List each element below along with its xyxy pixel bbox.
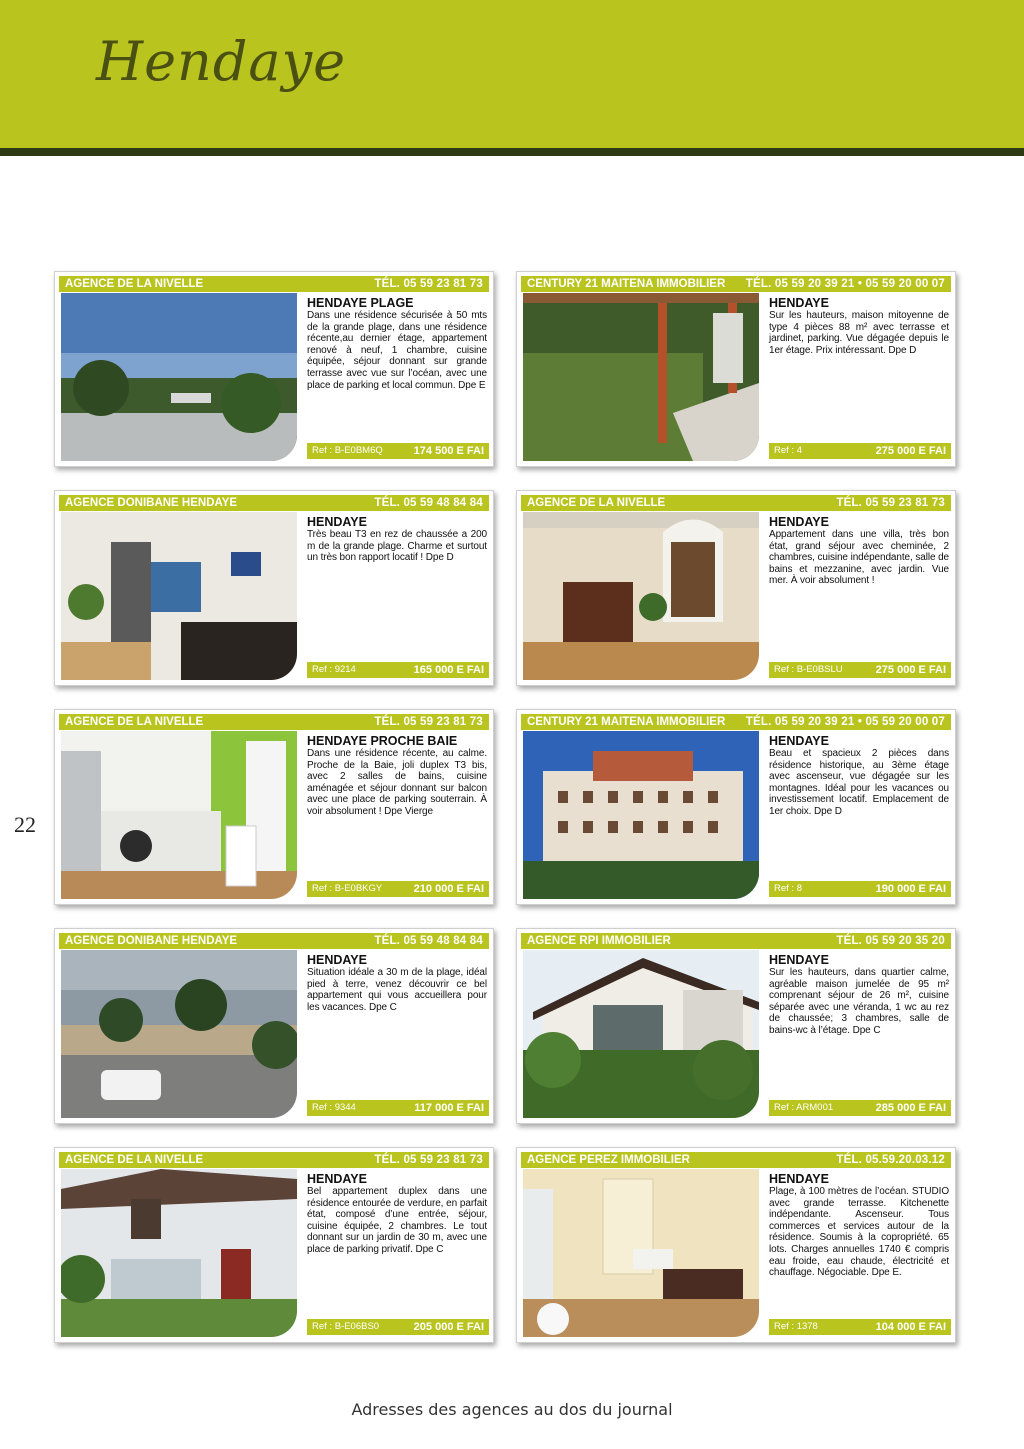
agency-name: AGENCE DE LA NIVELLE — [527, 497, 666, 509]
agency-bar — [59, 1152, 489, 1168]
garden-terrace-photo — [523, 293, 759, 461]
agency-bar — [521, 276, 951, 292]
agency-name: AGENCE DONIBANE HENDAYE — [65, 935, 238, 947]
listing-ref: Ref : 9344 — [312, 1102, 356, 1113]
listing-ref: Ref : 4 — [774, 445, 802, 456]
listing-description: Très beau T3 en rez de chaussée a 200 m de la grande plage. Charme et surtout un très bon rapport locatif ! Dpe D — [307, 529, 487, 564]
listing-card[interactable] — [516, 271, 956, 467]
agency-name: AGENCE DE LA NIVELLE — [65, 716, 204, 728]
ref-price-bar — [769, 662, 951, 678]
header-stripe — [0, 148, 1024, 156]
ref-price-bar — [769, 881, 951, 897]
listing-description: Beau et spacieux 2 pièces dans résidence historique, au 3ème étage avec ascenseur, vue dégagée sur les montagnes. Idéal pour les vacances ou investissement locatif. Emplacement de 1er choix. Dpe D — [769, 748, 949, 817]
agency-phone: TÉL. 05 59 48 84 84 — [374, 497, 483, 509]
living-room-photo — [61, 512, 297, 680]
agency-phone: TÉL. 05.59.20.03.12 — [836, 1154, 945, 1166]
listing-description: Appartement dans une villa, très bon état, grand séjour avec cheminée, 2 chambres, cuisine indépendante, salle de bains et mezzanine, avec jardin. Vue mer. À voir absolument ! — [769, 529, 950, 587]
listing-city: HENDAYE — [769, 1172, 829, 1186]
ref-price-bar — [769, 1100, 951, 1116]
listing-price: 117 000 E FAI — [414, 1102, 484, 1114]
agency-name: AGENCE PEREZ IMMOBILIER — [527, 1154, 690, 1166]
listing-city: HENDAYE — [769, 515, 829, 529]
listing-city: HENDAYE — [307, 953, 367, 967]
agency-phone: TÉL. 05 59 48 84 84 — [374, 935, 483, 947]
ref-price-bar — [307, 662, 489, 678]
listing-description: Sur les hauteurs, maison mitoyenne de type 4 pièces 88 m² avec terrasse et jardinet, parking. Vue dégagée depuis le 1er étage. Prix intéressant. Dpe D — [769, 310, 949, 356]
agency-name: CENTURY 21 MAITENA IMMOBILIER — [527, 716, 726, 728]
listing-ref: Ref : B-E0BM6Q — [312, 445, 383, 456]
listing-ref: Ref : B-E06BS0 — [312, 1321, 380, 1332]
listing-city: HENDAYE PLAGE — [307, 296, 414, 310]
agency-name: CENTURY 21 MAITENA IMMOBILIER — [527, 278, 726, 290]
listing-ref: Ref : 9214 — [312, 664, 356, 675]
listing-ref: Ref : B-E0BKGY — [312, 883, 383, 894]
listing-price: 275 000 E FAI — [875, 445, 946, 457]
listing-description: Dans une résidence récente, au calme. Proche de la Baie, joli duplex T3 bis, avec 2 salles de bains, cuisine aménagée et séjour donnant sur balcon avec une place de parking souterrain. À voir absolument ! Dpe Vierge — [307, 748, 487, 817]
page-title: Hendaye — [96, 30, 347, 93]
agency-bar — [59, 276, 489, 292]
agency-phone: TÉL. 05 59 23 81 73 — [836, 497, 945, 509]
agency-bar — [521, 495, 951, 511]
listing-description: Dans une résidence sécurisée à 50 mts de la grande plage, dans une résidence récente,au dernier étage, appartement renové à neuf, 1 chambre, cuisine équipée, séjour donnant sur grande terrasse avec vue sur l’océan, avec une place de parking et local commun. Dpe E — [307, 310, 487, 391]
house-veranda-photo — [523, 950, 759, 1118]
listing-price: 165 000 E FAI — [413, 664, 484, 676]
kitchen-photo — [61, 731, 297, 899]
listing-city: HENDAYE — [769, 734, 829, 748]
listing-card[interactable] — [54, 709, 494, 905]
page-number: 22 — [14, 812, 36, 837]
listing-ref: Ref : 1378 — [774, 1321, 818, 1332]
listing-price: 275 000 E FAI — [875, 664, 946, 676]
listing-city: HENDAYE PROCHE BAIE — [307, 734, 458, 748]
listing-city: HENDAYE — [769, 296, 829, 310]
listing-city: HENDAYE — [307, 1172, 367, 1186]
agency-phone: TÉL. 05 59 20 39 21 • 05 59 20 00 07 — [745, 716, 945, 728]
ref-price-bar — [307, 443, 489, 459]
listing-price: 174 500 E FAI — [413, 445, 484, 457]
agency-name: AGENCE DONIBANE HENDAYE — [65, 497, 238, 509]
listing-card[interactable] — [54, 271, 494, 467]
agency-name: AGENCE RPI IMMOBILIER — [527, 935, 671, 947]
listing-price: 104 000 E FAI — [875, 1321, 946, 1333]
listing-card[interactable] — [516, 490, 956, 686]
ref-price-bar — [307, 1100, 489, 1116]
ocean-view-parking-photo — [61, 293, 297, 461]
agency-phone: TÉL. 05 59 23 81 73 — [374, 1154, 483, 1166]
listing-ref: Ref : ARM001 — [774, 1102, 834, 1113]
listing-city: HENDAYE — [769, 953, 829, 967]
listing-card[interactable] — [54, 1147, 494, 1343]
ref-price-bar — [307, 881, 489, 897]
footer-note: Adresses des agences au dos du journal — [351, 1400, 673, 1419]
listing-price: 190 000 E FAI — [875, 883, 946, 895]
agency-bar — [59, 495, 489, 511]
listing-description: Sur les hauteurs, dans quartier calme, agréable maison jumelée de 95 m² comprenant séjour de 26 m², cuisine séparée avec une véranda, 1 wc au rez de chaussée; 3 chambres, salle de bains-wc à l’étage. Dpe C — [769, 967, 949, 1036]
agency-phone: TÉL. 05 59 23 81 73 — [374, 278, 483, 290]
historic-building-photo — [523, 731, 759, 899]
studio-interior-photo — [523, 1169, 759, 1337]
agency-bar — [59, 933, 489, 949]
agency-bar — [521, 714, 951, 730]
listing-card[interactable] — [516, 709, 956, 905]
agency-bar — [521, 933, 951, 949]
listing-price: 285 000 E FAI — [875, 1102, 946, 1114]
agency-bar — [59, 714, 489, 730]
ref-price-bar — [307, 1319, 489, 1335]
listing-description: Bel appartement duplex dans une résidence entourée de verdure, en parfait état, composé d’une entrée, séjour, cuisine équipée, 2 chambres. Le tout donnant sur un jardin de 30 m, avec une place de parking privatif. Dpe C — [307, 1186, 487, 1255]
listing-card[interactable] — [516, 1147, 956, 1343]
ref-price-bar — [769, 1319, 951, 1335]
listing-city: HENDAYE — [307, 515, 367, 529]
agency-phone: TÉL. 05 59 20 39 21 • 05 59 20 00 07 — [745, 278, 945, 290]
listing-card[interactable] — [516, 928, 956, 1124]
listing-description: Plage, à 100 mètres de l’océan. STUDIO avec grande terrasse. Kitchenette indépendante. Ascenseur. Tous commerces et services autour de la résidence. Soumis à la copropriété. 65 lots. Charges annuelles 1740 € compris eau froide, eau chaude, électricité et chauffage. Négociable. Dpe E. — [769, 1186, 949, 1279]
beach-promenade-photo — [61, 950, 297, 1118]
listing-price: 210 000 E FAI — [413, 883, 484, 895]
listing-ref: Ref : B-E0BSLU — [774, 664, 843, 675]
listing-price: 205 000 E FAI — [413, 1321, 484, 1333]
listing-card[interactable] — [54, 490, 494, 686]
white-house-garden-photo — [61, 1169, 297, 1337]
agency-bar — [521, 1152, 951, 1168]
agency-phone: TÉL. 05 59 23 81 73 — [374, 716, 483, 728]
ref-price-bar — [769, 443, 951, 459]
agency-phone: TÉL. 05 59 20 35 20 — [836, 935, 945, 947]
agency-name: AGENCE DE LA NIVELLE — [65, 278, 204, 290]
listing-card[interactable] — [54, 928, 494, 1124]
agency-name: AGENCE DE LA NIVELLE — [65, 1154, 204, 1166]
listing-ref: Ref : 8 — [774, 883, 802, 894]
piano-living-room-photo — [523, 512, 759, 680]
listing-description: Situation idéale a 30 m de la plage, idéal pied à terre, venez découvrir ce bel appartement qui vous accueillera pour les vacances. Dpe C — [307, 967, 487, 1013]
